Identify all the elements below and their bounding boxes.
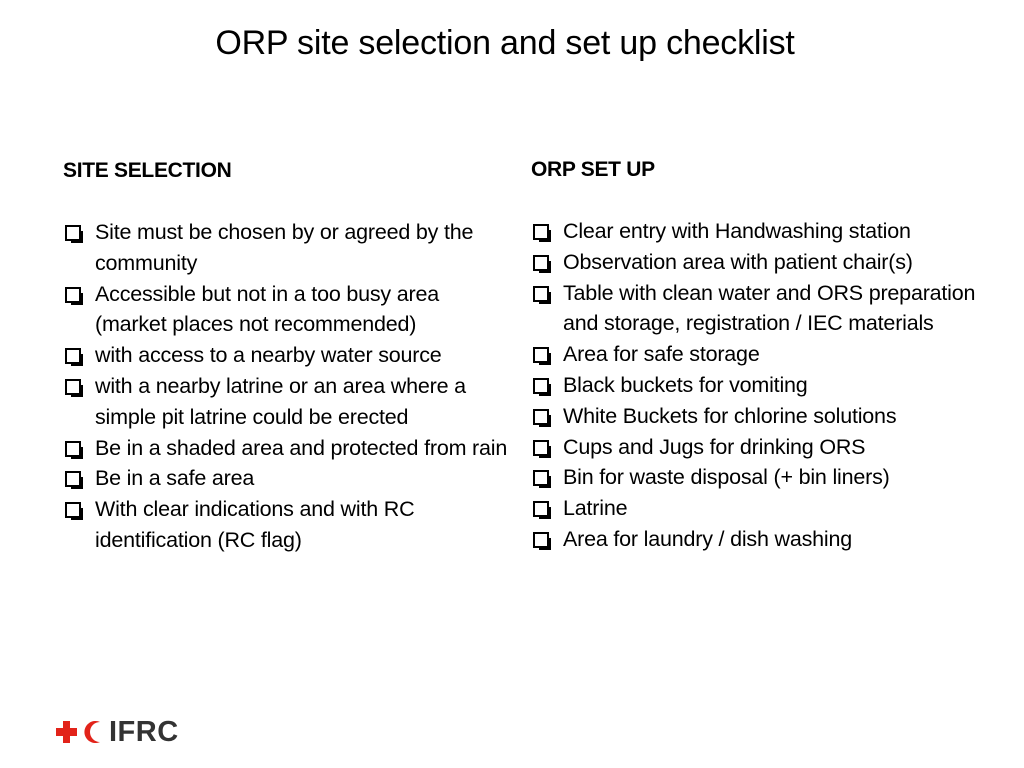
red-crescent xyxy=(84,721,100,743)
list-item xyxy=(531,462,991,493)
checkbox-icon xyxy=(533,347,549,363)
checkbox-icon xyxy=(533,440,549,456)
list-item xyxy=(63,371,508,433)
checkbox-icon xyxy=(533,224,549,240)
checkbox-icon xyxy=(65,348,81,364)
list-item-label: Accessible but not in a too busy area (market places not recommended) xyxy=(95,281,439,337)
checkbox-icon xyxy=(533,470,549,486)
list-item-label: Site must be chosen by or agreed by the community xyxy=(95,220,474,275)
list-item-label: Be in a safe area xyxy=(95,466,255,491)
list-item xyxy=(531,278,991,340)
list-item-label: Table with clean water and ORS preparation and storage, registration / IEC materials xyxy=(563,280,976,336)
ifrc-logo xyxy=(56,716,179,748)
list-item xyxy=(531,432,991,463)
orp-set-up-heading: ORP SET UP xyxy=(531,158,655,181)
site-selection-heading: SITE SELECTION xyxy=(63,159,232,182)
list-item-label: With clear indications and with RC identification (RC flag) xyxy=(95,497,415,552)
list-item-label: White Buckets for chlorine solutions xyxy=(563,403,897,428)
checkbox-icon xyxy=(65,471,81,487)
logo-text: IFRC xyxy=(109,716,179,748)
checkbox-icon xyxy=(533,501,549,517)
checkbox-icon xyxy=(65,225,81,241)
site-selection-checklist xyxy=(63,217,508,556)
checkbox-icon xyxy=(533,409,549,425)
list-item xyxy=(63,279,508,341)
list-item-label: Observation area with patient chair(s) xyxy=(563,249,913,274)
red-cross-crescent-icon xyxy=(56,716,106,748)
checkbox-icon xyxy=(533,286,549,302)
orp-set-up-section xyxy=(531,155,991,555)
orp-set-up-checklist xyxy=(531,216,991,555)
site-selection-section xyxy=(63,156,508,556)
checkbox-icon xyxy=(533,532,549,548)
checkbox-icon xyxy=(65,441,81,457)
list-item-label: Be in a shaded area and protected from rain xyxy=(95,435,508,460)
page-title: ORP site selection and set up checklist xyxy=(215,24,795,62)
list-item-label: Area for laundry / dish washing xyxy=(563,526,852,551)
list-item xyxy=(531,247,991,278)
checkbox-icon xyxy=(533,255,549,271)
red-cross-horizontal xyxy=(56,728,77,736)
checkbox-icon xyxy=(65,502,81,518)
list-item xyxy=(63,463,508,494)
list-item-label: Area for safe storage xyxy=(563,342,760,367)
list-item xyxy=(63,494,508,556)
list-item-label: with a nearby latrine or an area where a simple pit latrine could be erected xyxy=(95,373,466,429)
checkbox-icon xyxy=(65,287,81,303)
list-item xyxy=(531,401,991,432)
list-item xyxy=(63,433,508,464)
list-item xyxy=(531,524,991,555)
list-item xyxy=(63,340,508,371)
list-item xyxy=(531,370,991,401)
list-item-label: Latrine xyxy=(563,496,628,521)
list-item-label: Cups and Jugs for drinking ORS xyxy=(563,434,866,459)
list-item xyxy=(531,493,991,524)
list-item-label: Bin for waste disposal (+ bin liners) xyxy=(563,465,890,490)
checkbox-icon xyxy=(533,378,549,394)
list-item-label: Clear entry with Handwashing station xyxy=(563,219,911,243)
list-item-label: Black buckets for vomiting xyxy=(563,372,808,397)
list-item xyxy=(531,216,991,247)
list-item-label: with access to a nearby water source xyxy=(95,343,442,368)
checkbox-icon xyxy=(65,379,81,395)
list-item xyxy=(531,339,991,370)
list-item xyxy=(63,217,508,279)
